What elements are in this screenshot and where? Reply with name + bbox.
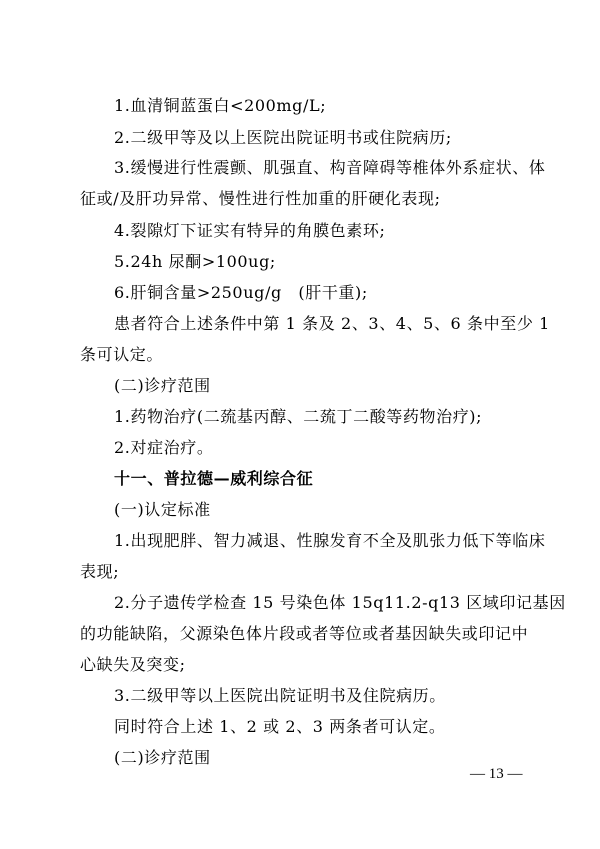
criterion-6: 6.肝铜含量>250ug/g (肝干重); (114, 283, 368, 302)
treatment-2: 2.对症治疗。 (114, 438, 214, 457)
subheading-treatment-scope-2: (二)诊疗范围 (114, 748, 211, 767)
criterion-2: 2.二级甲等及以上医院出院证明书或住院病历; (114, 128, 452, 147)
pws-criterion-2-continued-2: 心缺失及突变; (80, 655, 186, 674)
subheading-criteria: (一)认定标准 (114, 500, 211, 519)
subheading-treatment-scope: (二)诊疗范围 (114, 376, 211, 395)
criterion-3-continued: 征或/及肝功异常、慢性进行性加重的肝硬化表现; (80, 189, 441, 208)
treatment-1: 1.药物治疗(二巯基丙醇、二巯丁二酸等药物治疗); (114, 407, 483, 426)
diagnosis-rule-continued: 条可认定。 (80, 345, 164, 364)
diagnosis-rule: 患者符合上述条件中第 1 条及 2、3、4、5、6 条中至少 1 (114, 314, 550, 333)
pws-criterion-1: 1.出现肥胖、智力减退、性腺发育不全及肌张力低下等临床 (114, 531, 546, 550)
criterion-3: 3.缓慢进行性震颤、肌强直、构音障碍等椎体外系症状、体 (114, 158, 546, 177)
criterion-4: 4.裂隙灯下证实有特异的角膜色素环; (114, 221, 386, 240)
page-number: — 13 — (470, 766, 523, 782)
pws-criterion-2-continued: 的功能缺陷，父源染色体片段或者等位或者基因缺失或印记中 (80, 624, 529, 643)
pws-criterion-3: 3.二级甲等以上医院出院证明书及住院病历。 (114, 686, 446, 705)
criterion-5: 5.24h 尿酮>100ug; (114, 252, 276, 271)
criterion-1: 1.血清铜蓝蛋白<200mg/L; (114, 96, 327, 115)
pws-criterion-2: 2.分子遗传学检查 15 号染色体 15q11.2-q13 区域印记基因 (114, 593, 566, 612)
section-heading: 十一、普拉德—威利综合征 (114, 469, 314, 488)
pws-criterion-1-continued: 表现; (80, 562, 120, 581)
pws-diagnosis-rule: 同时符合上述 1、2 或 2、3 两条者可认定。 (114, 717, 446, 736)
